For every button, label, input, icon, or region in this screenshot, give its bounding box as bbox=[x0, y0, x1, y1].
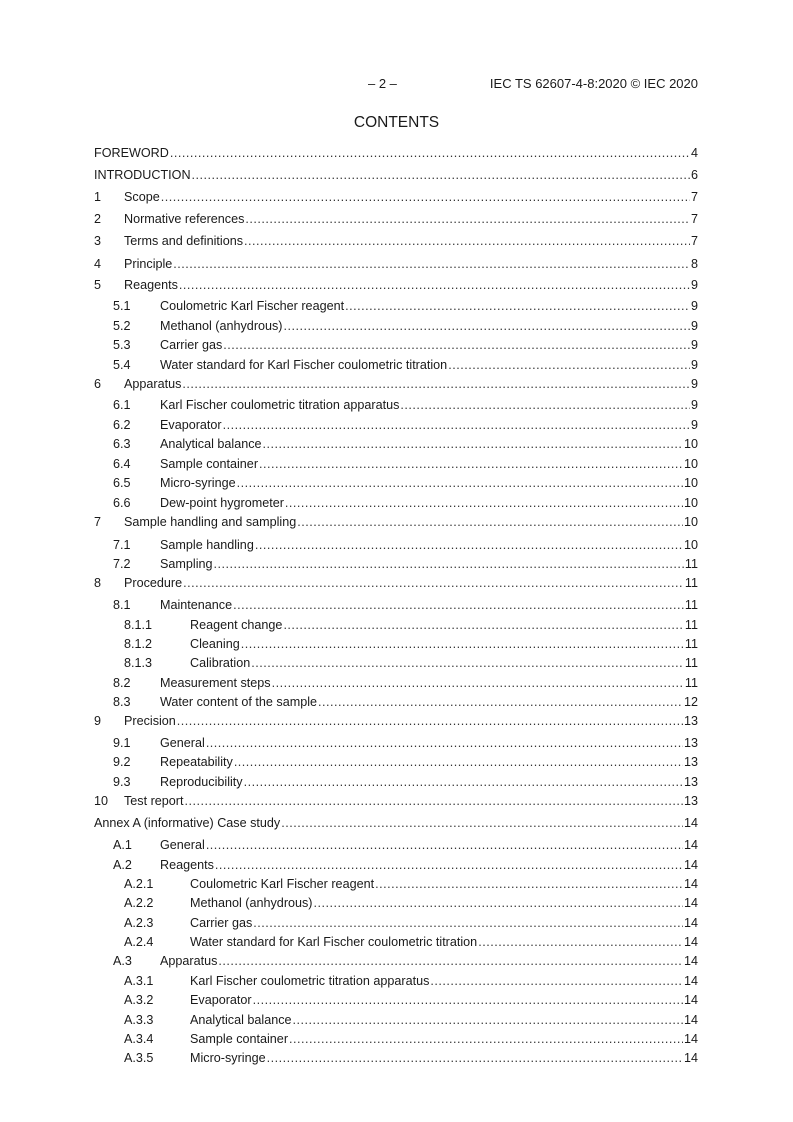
toc-dot-leader bbox=[206, 735, 683, 751]
toc-entry-number: 10 bbox=[94, 794, 109, 808]
toc-dot-leader bbox=[237, 475, 683, 491]
toc-entry-label: Measurement steps bbox=[160, 676, 271, 690]
toc-entry-number: 6.6 bbox=[113, 496, 131, 510]
toc-entry-number: A.3.2 bbox=[124, 993, 154, 1007]
toc-entry-line bbox=[160, 436, 698, 452]
toc-entry-page: 14 bbox=[683, 896, 698, 910]
toc-entry-page: 11 bbox=[684, 656, 698, 670]
toc-entry-number: 9.3 bbox=[113, 775, 131, 789]
toc-entry-label: Analytical balance bbox=[160, 437, 262, 451]
toc-dot-leader bbox=[255, 537, 683, 553]
toc-dot-leader bbox=[170, 145, 690, 161]
toc-entry-number: 8.1.3 bbox=[124, 656, 153, 670]
toc-entry[interactable] bbox=[94, 575, 698, 591]
toc-entry[interactable] bbox=[94, 953, 698, 969]
toc-entry[interactable] bbox=[94, 145, 698, 161]
toc-entry-line bbox=[160, 298, 698, 314]
toc-entry-line bbox=[124, 256, 698, 272]
toc-entry[interactable] bbox=[94, 774, 698, 790]
toc-dot-leader bbox=[183, 575, 684, 591]
toc-entry-line bbox=[124, 793, 698, 809]
toc-dot-leader bbox=[259, 456, 683, 472]
toc-entry-line bbox=[124, 713, 698, 729]
toc-entry-page: 10 bbox=[683, 457, 698, 471]
toc-entry-number: 5.2 bbox=[113, 319, 131, 333]
toc-entry-number: 8.2 bbox=[113, 676, 131, 690]
toc-entry-label: Apparatus bbox=[160, 954, 218, 968]
toc-dot-leader bbox=[185, 793, 683, 809]
toc-entry[interactable] bbox=[94, 876, 698, 892]
toc-entry-page: 9 bbox=[690, 398, 698, 412]
toc-dot-leader bbox=[263, 436, 683, 452]
toc-entry-page: 9 bbox=[690, 418, 698, 432]
toc-entry-label: Dew-point hygrometer bbox=[160, 496, 284, 510]
toc-entry[interactable] bbox=[94, 495, 698, 511]
toc-entry-label: Coulometric Karl Fischer reagent bbox=[160, 299, 345, 313]
toc-entry-page: 13 bbox=[683, 714, 698, 728]
toc-entry-page: 9 bbox=[690, 377, 698, 391]
toc-entry-number: 8.3 bbox=[113, 695, 131, 709]
toc-entry-label: Evaporator bbox=[190, 993, 252, 1007]
toc-entry-line bbox=[160, 735, 698, 751]
toc-entry-page: 13 bbox=[683, 775, 698, 789]
toc-entry[interactable] bbox=[94, 1031, 698, 1047]
toc-dot-leader bbox=[182, 376, 690, 392]
toc-entry-page: 13 bbox=[683, 794, 698, 808]
toc-entry[interactable] bbox=[94, 934, 698, 950]
toc-entry-line bbox=[160, 537, 698, 553]
toc-entry[interactable] bbox=[94, 837, 698, 853]
toc-entry-line bbox=[124, 233, 698, 249]
toc-dot-leader bbox=[161, 189, 690, 205]
toc-entry-label: Repeatability bbox=[160, 755, 233, 769]
toc-dot-leader bbox=[245, 211, 690, 227]
toc-entry-number: A.3.3 bbox=[124, 1013, 154, 1027]
toc-entry-label: Procedure bbox=[124, 576, 183, 590]
toc-dot-leader bbox=[177, 713, 683, 729]
toc-dot-leader bbox=[267, 1050, 683, 1066]
toc-entry-line bbox=[160, 357, 698, 373]
toc-entry-number: A.3.1 bbox=[124, 974, 154, 988]
toc-dot-leader bbox=[251, 655, 684, 671]
toc-entry-number: A.2.1 bbox=[124, 877, 154, 891]
toc-entry-line bbox=[124, 575, 698, 591]
toc-dot-leader bbox=[223, 337, 690, 353]
page-number: – 2 – bbox=[368, 76, 397, 91]
toc-entry-number: 9 bbox=[94, 714, 102, 728]
toc-entry-label: Carrier gas bbox=[190, 916, 253, 930]
toc-entry-number: 7 bbox=[94, 515, 102, 529]
toc-entry-label: Methanol (anhydrous) bbox=[190, 896, 313, 910]
toc-entry-page: 14 bbox=[683, 935, 698, 949]
toc-entry-line bbox=[190, 655, 698, 671]
toc-dot-leader bbox=[283, 617, 683, 633]
toc-entry-label: Water standard for Karl Fischer coulometric titration bbox=[190, 935, 478, 949]
toc-entry-page: 9 bbox=[690, 338, 698, 352]
toc-entry[interactable] bbox=[94, 537, 698, 553]
toc-entry-number: A.1 bbox=[113, 838, 132, 852]
toc-entry-label: Test report bbox=[124, 794, 184, 808]
toc-entry-page: 14 bbox=[683, 858, 698, 872]
toc-entry-line bbox=[190, 1031, 698, 1047]
toc-entry-line bbox=[160, 337, 698, 353]
toc-entry[interactable] bbox=[94, 992, 698, 1008]
toc-entry[interactable] bbox=[94, 815, 698, 831]
toc-entry-number: 4 bbox=[94, 257, 102, 271]
toc-entry-label: Evaporator bbox=[160, 418, 222, 432]
toc-entry-page: 12 bbox=[683, 695, 698, 709]
toc-entry-label: Carrier gas bbox=[160, 338, 223, 352]
toc-dot-leader bbox=[281, 815, 683, 831]
toc-entry-label: Apparatus bbox=[124, 377, 182, 391]
toc-entry[interactable] bbox=[94, 376, 698, 392]
toc-entry[interactable] bbox=[94, 675, 698, 691]
toc-entry-line bbox=[124, 376, 698, 392]
toc-entry-line bbox=[160, 495, 698, 511]
toc-entry-page: 10 bbox=[683, 437, 698, 451]
toc-dot-leader bbox=[253, 992, 683, 1008]
toc-entry[interactable] bbox=[94, 318, 698, 334]
toc-entry-line bbox=[124, 514, 698, 530]
toc-dot-leader bbox=[241, 636, 684, 652]
toc-dot-leader bbox=[272, 675, 684, 691]
toc-dot-leader bbox=[285, 495, 683, 511]
toc-entry-label: Sampling bbox=[160, 557, 213, 571]
toc-entry-label: Scope bbox=[124, 190, 160, 204]
toc-entry-page: 11 bbox=[684, 598, 698, 612]
toc-dot-leader bbox=[173, 256, 690, 272]
toc-dot-leader bbox=[375, 876, 683, 892]
toc-entry-label: Principle bbox=[124, 257, 173, 271]
toc-entry-line bbox=[190, 617, 698, 633]
toc-entry-number: 1 bbox=[94, 190, 102, 204]
toc-entry-label: Coulometric Karl Fischer reagent bbox=[190, 877, 375, 891]
toc-entry-label: Water standard for Karl Fischer coulometric titration bbox=[160, 358, 448, 372]
toc-entry-page: 11 bbox=[684, 618, 698, 632]
toc-entry-line bbox=[94, 145, 698, 161]
toc-entry-number: A.3 bbox=[113, 954, 132, 968]
toc-entry-page: 4 bbox=[690, 146, 698, 160]
toc-entry-line bbox=[160, 556, 698, 572]
toc-entry[interactable] bbox=[94, 436, 698, 452]
toc-entry-page: 10 bbox=[683, 476, 698, 490]
toc-entry-line bbox=[160, 397, 698, 413]
toc-entry-number: 8.1.2 bbox=[124, 637, 153, 651]
toc-entry-number: 5.4 bbox=[113, 358, 131, 372]
toc-entry-number: 8.1 bbox=[113, 598, 131, 612]
toc-entry-label: Annex A (informative) Case study bbox=[94, 816, 281, 830]
toc-entry[interactable] bbox=[94, 189, 698, 205]
toc-dot-leader bbox=[284, 318, 690, 334]
toc-dot-leader bbox=[244, 233, 690, 249]
toc-entry-label: Sample container bbox=[190, 1032, 289, 1046]
toc-entry[interactable] bbox=[94, 397, 698, 413]
toc-entry-label: Sample container bbox=[160, 457, 259, 471]
toc-entry-line bbox=[190, 934, 698, 950]
toc-entry-page: 14 bbox=[683, 1013, 698, 1027]
toc-entry-number: A.3.5 bbox=[124, 1051, 154, 1065]
toc-entry-number: 7.2 bbox=[113, 557, 131, 571]
toc-entry-number: 5 bbox=[94, 278, 102, 292]
toc-entry-label: Karl Fischer coulometric titration apparatus bbox=[190, 974, 430, 988]
toc-dot-leader bbox=[233, 597, 684, 613]
toc-entry-page: 14 bbox=[683, 993, 698, 1007]
toc-entry-number: A.2.2 bbox=[124, 896, 154, 910]
toc-entry-line bbox=[160, 837, 698, 853]
toc-entry-line bbox=[190, 992, 698, 1008]
toc-entry-page: 14 bbox=[683, 916, 698, 930]
toc-entry-label: INTRODUCTION bbox=[94, 168, 191, 182]
toc-entry-number: 9.1 bbox=[113, 736, 131, 750]
toc-entry-number: 6.2 bbox=[113, 418, 131, 432]
page-title: CONTENTS bbox=[353, 114, 440, 131]
toc-entry-label: Cleaning bbox=[190, 637, 240, 651]
toc-entry-label: Terms and definitions bbox=[124, 234, 244, 248]
toc-dot-leader bbox=[223, 417, 690, 433]
toc-entry[interactable] bbox=[94, 694, 698, 710]
toc-entry[interactable] bbox=[94, 713, 698, 729]
toc-entry-line bbox=[160, 597, 698, 613]
toc-dot-leader bbox=[289, 1031, 683, 1047]
toc-entry-page: 9 bbox=[690, 358, 698, 372]
toc-entry-label: FOREWORD bbox=[94, 146, 169, 160]
toc-entry-number: 8.1.1 bbox=[124, 618, 153, 632]
toc-entry[interactable] bbox=[94, 617, 698, 633]
toc-entry[interactable] bbox=[94, 857, 698, 873]
toc-entry-label: Reagent change bbox=[190, 618, 283, 632]
toc-entry[interactable] bbox=[94, 793, 698, 809]
toc-entry-line bbox=[160, 475, 698, 491]
toc-entry-number: 5.3 bbox=[113, 338, 131, 352]
toc-entry-number: 3 bbox=[94, 234, 102, 248]
toc-entry-label: Sample handling bbox=[160, 538, 254, 552]
toc-entry-page: 9 bbox=[690, 299, 698, 313]
toc-entry-number: A.3.4 bbox=[124, 1032, 154, 1046]
toc-entry-line bbox=[190, 876, 698, 892]
toc-dot-leader bbox=[448, 357, 690, 373]
toc-entry-page: 14 bbox=[683, 954, 698, 968]
toc-entry-page: 14 bbox=[683, 816, 698, 830]
toc-entry-label: Methanol (anhydrous) bbox=[160, 319, 283, 333]
toc-entry-line bbox=[160, 754, 698, 770]
toc-entry[interactable] bbox=[94, 556, 698, 572]
toc-entry[interactable] bbox=[94, 357, 698, 373]
toc-entry-page: 7 bbox=[690, 190, 698, 204]
toc-entry-page: 13 bbox=[683, 736, 698, 750]
document-id: IEC TS 62607-4-8:2020 © IEC 2020 bbox=[489, 76, 698, 91]
toc-dot-leader bbox=[214, 556, 684, 572]
toc-entry-number: A.2 bbox=[113, 858, 132, 872]
toc-entry[interactable] bbox=[94, 636, 698, 652]
toc-entry-line bbox=[94, 167, 698, 183]
toc-entry-page: 6 bbox=[690, 168, 698, 182]
toc-entry-line bbox=[190, 636, 698, 652]
toc-entry-label: Reagents bbox=[160, 858, 214, 872]
toc-entry[interactable] bbox=[94, 1012, 698, 1028]
toc-entry[interactable] bbox=[94, 514, 698, 530]
toc-dot-leader bbox=[400, 397, 690, 413]
toc-entry-page: 14 bbox=[683, 877, 698, 891]
toc-entry-label: Precision bbox=[124, 714, 176, 728]
toc-entry-label: Karl Fischer coulometric titration apparatus bbox=[160, 398, 400, 412]
toc-entry-line bbox=[124, 189, 698, 205]
toc-entry-page: 13 bbox=[683, 755, 698, 769]
toc-entry-page: 7 bbox=[690, 212, 698, 226]
toc-entry-label: Sample handling and sampling bbox=[124, 515, 297, 529]
toc-entry-page: 10 bbox=[683, 538, 698, 552]
toc-entry-number: 6 bbox=[94, 377, 102, 391]
toc-entry-line bbox=[160, 675, 698, 691]
toc-entry-label: Water content of the sample bbox=[160, 695, 318, 709]
toc-entry-page: 8 bbox=[690, 257, 698, 271]
toc-entry-page: 14 bbox=[683, 1051, 698, 1065]
toc-entry[interactable] bbox=[94, 895, 698, 911]
toc-entry[interactable] bbox=[94, 456, 698, 472]
toc-entry-page: 10 bbox=[683, 496, 698, 510]
toc-dot-leader bbox=[314, 895, 683, 911]
toc-entry-number: 6.3 bbox=[113, 437, 131, 451]
toc-entry-line bbox=[190, 1012, 698, 1028]
toc-dot-leader bbox=[218, 953, 683, 969]
toc-entry[interactable] bbox=[94, 973, 698, 989]
toc-entry-line bbox=[160, 456, 698, 472]
toc-entry-line bbox=[190, 915, 698, 931]
toc-entry-number: 6.1 bbox=[113, 398, 131, 412]
toc-entry-label: Micro-syringe bbox=[160, 476, 236, 490]
toc-dot-leader bbox=[293, 1012, 683, 1028]
toc-entry-number: 7.1 bbox=[113, 538, 131, 552]
toc-dot-leader bbox=[192, 167, 690, 183]
toc-entry-number: 6.5 bbox=[113, 476, 131, 490]
toc-dot-leader bbox=[179, 277, 690, 293]
toc-entry-label: General bbox=[160, 736, 205, 750]
toc-entry-label: Calibration bbox=[190, 656, 251, 670]
toc-entry-line bbox=[190, 895, 698, 911]
toc-dot-leader bbox=[215, 857, 683, 873]
toc-entry[interactable] bbox=[94, 337, 698, 353]
toc-entry[interactable] bbox=[94, 233, 698, 249]
toc-entry[interactable] bbox=[94, 1050, 698, 1066]
toc-entry-line bbox=[190, 973, 698, 989]
toc-entry-label: Analytical balance bbox=[190, 1013, 292, 1027]
toc-entry-line bbox=[160, 694, 698, 710]
toc-entry-line bbox=[124, 277, 698, 293]
toc-entry-line bbox=[190, 1050, 698, 1066]
toc-entry-label: Normative references bbox=[124, 212, 245, 226]
toc-entry-page: 9 bbox=[690, 278, 698, 292]
toc-dot-leader bbox=[206, 837, 683, 853]
toc-entry-page: 11 bbox=[684, 576, 698, 590]
toc-entry[interactable] bbox=[94, 167, 698, 183]
toc-entry-page: 11 bbox=[684, 557, 698, 571]
toc-entry-page: 7 bbox=[690, 234, 698, 248]
toc-dot-leader bbox=[253, 915, 683, 931]
toc-entry-line bbox=[160, 774, 698, 790]
toc-entry[interactable] bbox=[94, 475, 698, 491]
toc-entry-page: 11 bbox=[684, 637, 698, 651]
toc-entry-line bbox=[124, 211, 698, 227]
toc-entry[interactable] bbox=[94, 256, 698, 272]
toc-entry-label: Maintenance bbox=[160, 598, 233, 612]
toc-entry-line bbox=[160, 417, 698, 433]
toc-dot-leader bbox=[345, 298, 690, 314]
toc-dot-leader bbox=[478, 934, 683, 950]
toc-entry[interactable] bbox=[94, 915, 698, 931]
toc-entry-label: Reproducibility bbox=[160, 775, 243, 789]
toc-dot-leader bbox=[244, 774, 683, 790]
toc-dot-leader bbox=[430, 973, 683, 989]
toc-entry-number: 9.2 bbox=[113, 755, 131, 769]
toc-entry-page: 10 bbox=[683, 515, 698, 529]
toc-entry[interactable] bbox=[94, 655, 698, 671]
toc-entry-line bbox=[160, 857, 698, 873]
toc-entry[interactable] bbox=[94, 597, 698, 613]
toc-entry-number: A.2.3 bbox=[124, 916, 154, 930]
toc-entry-page: 14 bbox=[683, 838, 698, 852]
toc-entry[interactable] bbox=[94, 298, 698, 314]
toc-dot-leader bbox=[318, 694, 683, 710]
toc-entry[interactable] bbox=[94, 417, 698, 433]
toc-dot-leader bbox=[297, 514, 683, 530]
toc-dot-leader bbox=[234, 754, 683, 770]
toc-entry-line bbox=[160, 318, 698, 334]
toc-entry-number: 5.1 bbox=[113, 299, 131, 313]
toc-entry-number: 6.4 bbox=[113, 457, 131, 471]
toc-entry-page: 14 bbox=[683, 974, 698, 988]
toc-entry-label: Reagents bbox=[124, 278, 178, 292]
toc-entry-line bbox=[160, 953, 698, 969]
page-header bbox=[0, 76, 793, 92]
toc-entry-number: A.2.4 bbox=[124, 935, 154, 949]
toc-entry-label: Micro-syringe bbox=[190, 1051, 266, 1065]
toc-entry-page: 14 bbox=[683, 1032, 698, 1046]
toc-entry[interactable] bbox=[94, 277, 698, 293]
toc-entry-line bbox=[94, 815, 698, 831]
toc-entry[interactable] bbox=[94, 211, 698, 227]
toc-entry-number: 8 bbox=[94, 576, 102, 590]
toc-entry-page: 11 bbox=[684, 676, 698, 690]
toc-entry[interactable] bbox=[94, 754, 698, 770]
toc-entry-number: 2 bbox=[94, 212, 102, 226]
toc-entry-label: General bbox=[160, 838, 205, 852]
toc-entry[interactable] bbox=[94, 735, 698, 751]
toc-entry-page: 9 bbox=[690, 319, 698, 333]
